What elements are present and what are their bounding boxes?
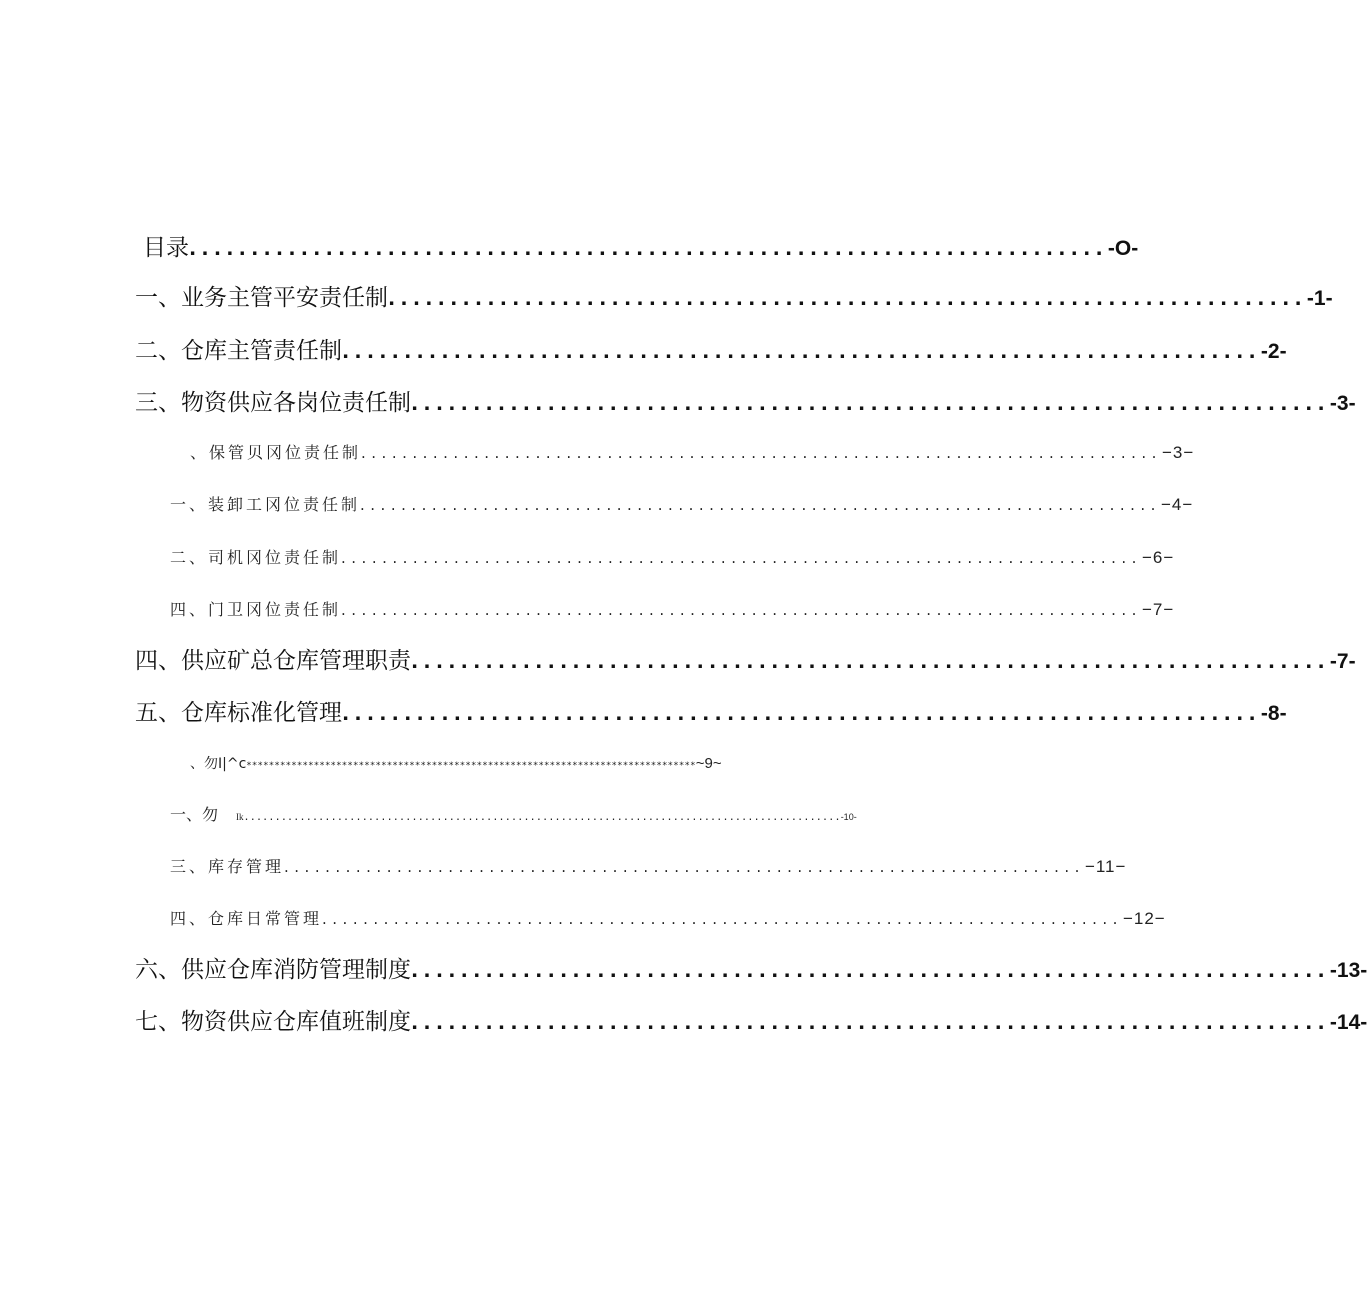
toc-entry-page: ~9~ bbox=[695, 755, 722, 772]
toc-entry-label: 二、司机冈位责任制 bbox=[170, 548, 342, 567]
toc-entry-contents[interactable] bbox=[143, 233, 1139, 263]
toc-entry-label: 、保管贝冈位责任制 bbox=[190, 443, 362, 462]
toc-entry-label: 一、业务主管平安责任制 bbox=[135, 285, 388, 311]
toc-leader-dots: .......................................................................... bbox=[411, 1012, 1330, 1034]
toc-entry-subsection-3-2[interactable] bbox=[170, 493, 1194, 517]
toc-entry-subsection-5-1[interactable] bbox=[190, 753, 722, 775]
toc-entry-section-1[interactable] bbox=[135, 283, 1333, 313]
toc-entry-page: −12− bbox=[1122, 909, 1166, 928]
toc-entry-section-4[interactable] bbox=[135, 646, 1356, 676]
toc-leader-dots: .............................................................................. bbox=[284, 858, 1085, 876]
toc-leader-dots: .............................................................................. bbox=[361, 444, 1162, 462]
toc-entry-label: 五、仓库标准化管理 bbox=[135, 700, 342, 726]
toc-entry-page: -1- bbox=[1306, 287, 1333, 310]
toc-entry-label: 三、物资供应各岗位责任制 bbox=[135, 390, 411, 416]
toc-entry-label: 六、供应仓库消防管理制度 bbox=[135, 957, 411, 983]
toc-entry-label: 七、物资供应仓库值班制度 bbox=[135, 1009, 411, 1035]
toc-leader-dots: .......................................................................... bbox=[342, 703, 1261, 725]
toc-entry-page: −11− bbox=[1084, 857, 1127, 876]
toc-entry-page: -8- bbox=[1260, 702, 1287, 725]
toc-entry-label: 四、仓库日常管理 bbox=[170, 909, 323, 928]
toc-entry-subsection-5-4[interactable] bbox=[170, 907, 1166, 931]
toc-entry-subsection-3-4[interactable] bbox=[170, 598, 1175, 622]
toc-leader-dots: .......................................................................... bbox=[411, 960, 1330, 982]
toc-leader-dots: ................................................................................................ bbox=[243, 812, 841, 823]
toc-entry-section-3[interactable] bbox=[135, 388, 1356, 418]
toc-entry-page: -14- bbox=[1329, 1011, 1367, 1034]
toc-entry-page: −7− bbox=[1141, 600, 1175, 619]
toc-entry-label: 一、装卸工冈位责任制 bbox=[170, 495, 361, 514]
toc-leader-dots: .......................................................................... bbox=[189, 238, 1108, 260]
toc-leader-dots: .............................................................................. bbox=[322, 910, 1123, 928]
toc-entry-page: -3- bbox=[1329, 392, 1356, 415]
toc-entry-label: 、勿I|^c bbox=[190, 756, 247, 772]
toc-leader-dots: .......................................................................... bbox=[411, 651, 1330, 673]
toc-entry-label: 四、门卫冈位责任制 bbox=[170, 600, 342, 619]
toc-leader-dots: .......................................................................... bbox=[342, 341, 1261, 363]
toc-entry-page: −6− bbox=[1141, 548, 1175, 567]
toc-entry-section-2[interactable] bbox=[135, 336, 1287, 366]
toc-entry-page: -13- bbox=[1329, 959, 1367, 982]
toc-entry-page: -O- bbox=[1107, 237, 1139, 260]
toc-entry-subsection-5-2[interactable] bbox=[170, 804, 857, 826]
toc-leader-dots: .......................................................................... bbox=[411, 393, 1330, 415]
toc-entry-section-7[interactable] bbox=[135, 1007, 1367, 1037]
toc-entry-subsection-5-3[interactable] bbox=[170, 855, 1127, 879]
toc-entry-section-6[interactable] bbox=[135, 955, 1367, 985]
toc-leader-dots: .............................................................................. bbox=[360, 496, 1161, 514]
toc-leader-asterisks: ******************************************************************************** bbox=[246, 761, 696, 771]
toc-entry-page: -2- bbox=[1260, 340, 1287, 363]
toc-entry-label: 目录 bbox=[143, 235, 189, 261]
toc-entry-subsection-3-1[interactable] bbox=[190, 441, 1195, 465]
toc-entry-page: -7- bbox=[1329, 650, 1356, 673]
toc-leader-dots: .......................................................................... bbox=[388, 288, 1307, 310]
toc-entry-page: −3− bbox=[1161, 443, 1195, 462]
toc-entry-label-suffix: Ik bbox=[236, 812, 244, 822]
toc-entry-subsection-3-3[interactable] bbox=[170, 546, 1175, 570]
toc-leader-dots: .............................................................................. bbox=[341, 601, 1142, 619]
toc-entry-section-5[interactable] bbox=[135, 698, 1287, 728]
toc-entry-label: 二、仓库主管责任制 bbox=[135, 338, 342, 364]
toc-leader-dots: .............................................................................. bbox=[341, 549, 1142, 567]
toc-entry-page: -10- bbox=[840, 812, 857, 822]
toc-entry-label: 四、供应矿总仓库管理职责 bbox=[135, 648, 411, 674]
toc-entry-page: −4− bbox=[1160, 495, 1194, 514]
toc-entry-label: 三、库存管理 bbox=[170, 857, 285, 876]
toc-entry-label: 一、勿 bbox=[170, 805, 219, 824]
